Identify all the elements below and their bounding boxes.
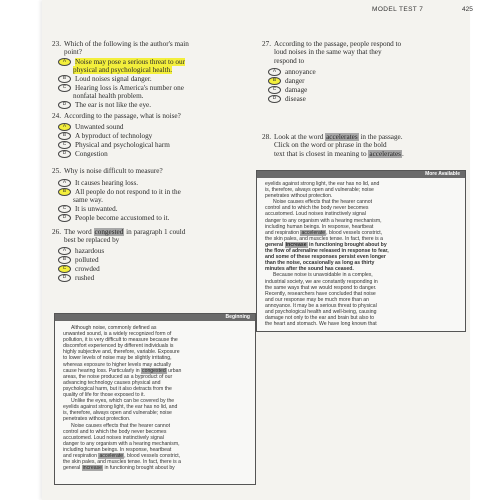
passage-line: discomfort experienced by different individuals is (63, 343, 174, 350)
passage-line: the same ways that we would respond to danger. (265, 284, 377, 291)
option-b[interactable]: B A byproduct of technology (58, 132, 152, 140)
highlighted-word[interactable]: increase (82, 465, 103, 472)
passage-line: psychological harm, but it also detracts from the (63, 385, 172, 392)
passage-status-label: More Available (425, 171, 460, 177)
passage-panel-beginning[interactable] (54, 313, 256, 485)
answer-bubble[interactable]: C (58, 141, 71, 149)
answer-bubble[interactable]: B (268, 77, 281, 85)
option-a[interactable]: A hazardous (58, 247, 104, 255)
passage-line: areas, the noise produced as a byproduct of our (63, 373, 173, 380)
passage-line: including human beings. In response, heartbeat (63, 446, 172, 453)
option-d[interactable]: D People become accustomed to it. (58, 214, 169, 222)
option-a[interactable]: A Unwanted sound (58, 123, 124, 131)
passage-line: industrial society, we are constantly responding in (265, 278, 378, 285)
passage-status-bar (257, 171, 465, 178)
answer-bubble[interactable]: D (268, 95, 281, 103)
passage-line: is, therefore, always open and vulnerable; noise (63, 410, 172, 417)
passage-text (265, 181, 459, 327)
question-stem: Why is noise difficult to measure? (64, 167, 163, 175)
question-number: 27. (262, 40, 271, 48)
passage-line: highly subjective and, therefore, variable. Exposure (63, 349, 180, 356)
answer-bubble[interactable]: D (58, 101, 71, 109)
question-number: 25. (52, 167, 61, 175)
answer-bubble[interactable]: C (58, 84, 71, 92)
passage-line: and our response may be much more than an (265, 296, 370, 303)
highlighted-word[interactable]: congested (142, 367, 166, 374)
passage-line: accustomed. Loud noises instinctively signal (63, 434, 164, 441)
question-number: 26. (52, 228, 61, 236)
passage-line: danger to any organism with a hearing mechanism, (265, 217, 382, 224)
passage-line: eyelids against strong light, the ear has no lid, and (265, 181, 380, 187)
passage-line: general increase in functioning brought about by (63, 465, 175, 472)
option-a[interactable]: A Noise may pose a serious threat to our physical and psychological health. (58, 58, 185, 75)
passage-line: control and to which the body never becomes (265, 205, 369, 212)
passage-line: to lower levels of noise may be slightly irritating, (63, 355, 172, 362)
highlighted-word: congested (94, 228, 124, 236)
option-c[interactable]: C crowded (58, 265, 100, 273)
question-stem: Which of the following is the author's main point? (64, 40, 189, 57)
highlighted-word: accelerates (369, 149, 401, 158)
passage-line: Noise causes effects that the hearer cannot (71, 422, 171, 429)
passage-line: than the noise, occasionally as long as thirty (265, 260, 375, 267)
option-d[interactable]: D The ear is not like the eye. (58, 101, 151, 109)
passage-line: control and to which the body never becomes (63, 428, 167, 435)
passage-status-bar (55, 314, 255, 321)
question-stem: According to the passage, people respond to loud noises in the same way that they respond to (274, 40, 402, 65)
passage-panel-scrolled[interactable] (256, 170, 466, 332)
passage-line: the skin pales, and muscles tense. In fact, there is a (265, 235, 384, 242)
answer-bubble[interactable]: B (58, 256, 71, 264)
passage-line: danger to any organism with a hearing mechanism, (63, 440, 180, 447)
option-d[interactable]: D disease (268, 95, 306, 103)
passage-line: and some of these responses persist even longer (265, 254, 386, 261)
option-b[interactable]: B danger (268, 77, 305, 85)
passage-line: quality of life for those exposed to it. (63, 392, 146, 399)
question-number: 24. (52, 112, 61, 120)
option-a[interactable]: A It causes hearing loss. (58, 179, 138, 187)
passage-line: damage not only to the ear and brain but also to (265, 315, 375, 322)
passage-line: Because noise is unavoidable in a complex, (273, 272, 373, 279)
passage-line: Although noise, commonly defined as (71, 325, 157, 331)
answer-bubble[interactable]: C (268, 86, 281, 94)
answer-bubble[interactable]: D (58, 150, 71, 158)
answer-bubble[interactable]: A (268, 68, 281, 76)
passage-line: Noise causes effects that the hearer cannot (273, 199, 373, 206)
passage-line: annoyance. It may be a serious threat to physical (265, 302, 377, 309)
passage-line: eyelids against strong light, the ear has no lid, and (63, 404, 178, 411)
highlighted-word[interactable]: accelerate (99, 452, 124, 459)
passage-line: penetrates without protection. (63, 416, 131, 423)
answer-bubble[interactable]: C (58, 205, 71, 213)
passage-line: is, therefore, always open and vulnerable; noise (265, 187, 374, 194)
passage-line: and psychological health and well-being, causing (265, 308, 377, 315)
answer-bubble[interactable]: D (58, 274, 71, 282)
passage-line: minutes after the sound has ceased. (265, 266, 354, 273)
answer-bubble[interactable]: A (58, 123, 71, 131)
answer-bubble[interactable]: B (58, 75, 71, 83)
passage-line: cause hearing loss. Particularly in congested urban (63, 367, 182, 374)
question-stem: Look at the word accelerates in the passage. Click on the word or phrase in the bold text that is closest in meaning to accelerates. (274, 133, 404, 158)
passage-line: including human beings. In response, heartbeat (265, 223, 374, 230)
answer-bubble[interactable]: A (58, 58, 71, 66)
passage-line: general increase in functioning brought about by (265, 241, 387, 248)
running-header: MODEL TEST 7 (372, 6, 424, 13)
passage-line: unwanted sound, is a widely recognized form of (63, 331, 172, 338)
answer-bubble[interactable]: C (58, 265, 71, 273)
option-b[interactable]: B polluted (58, 256, 99, 264)
answer-bubble[interactable]: D (58, 214, 71, 222)
page-number: 425 (462, 6, 473, 13)
passage-line: Recently, researchers have concluded that noise (265, 290, 376, 297)
passage-text (63, 325, 249, 471)
passage-line: and respiration accelerate, blood vessels constrict, (63, 452, 181, 459)
question-number: 28. (262, 133, 271, 141)
answer-bubble[interactable]: A (58, 179, 71, 187)
option-c[interactable]: C Physical and psychological harm (58, 141, 170, 149)
answer-bubble[interactable]: B (58, 188, 71, 196)
page-sheet (42, 0, 473, 500)
passage-line: whereas exposure to higher levels may actually (63, 361, 172, 368)
answer-bubble[interactable]: B (58, 132, 71, 140)
option-a[interactable]: A annoyance (268, 68, 316, 76)
passage-line: the skin pales, and muscles tense. In fact, there is a (63, 459, 182, 466)
passage-status-label: Beginning (225, 314, 250, 320)
question-number: 23. (52, 40, 61, 48)
answer-bubble[interactable]: A (58, 247, 71, 255)
highlighted-word: accelerates (326, 133, 358, 141)
option-c[interactable]: C damage (268, 86, 307, 94)
passage-line: penetrates without protection. (265, 193, 333, 200)
passage-line: the heart and stomach. We have long known that (265, 321, 377, 328)
option-c[interactable]: C Hearing loss is America's number one nonfatal health problem. (58, 84, 184, 101)
option-d[interactable]: D Congestion (58, 150, 108, 158)
highlighted-word[interactable]: increase (285, 241, 307, 248)
option-d[interactable]: D rushed (58, 274, 94, 282)
question-stem: The word congested in paragraph 1 could best be replaced by (64, 228, 186, 245)
option-b[interactable]: B All people do not respond to it in the same way. (58, 188, 181, 205)
passage-line-accelerate: and respiration accelerate, blood vessels constrict, (265, 229, 383, 236)
option-c[interactable]: C It is unwanted. (58, 205, 118, 213)
passage-line: pollution, it is very difficult to measure because the (63, 337, 178, 344)
passage-line: Unlike the eyes, which can be covered by the (71, 398, 175, 405)
option-b[interactable]: B Loud noises signal danger. (58, 75, 152, 83)
passage-line: advancing technology causes physical and (63, 379, 161, 386)
passage-line: accustomed. Loud noises instinctively signal (265, 211, 366, 218)
question-stem: According to the passage, what is noise? (64, 112, 181, 120)
highlighted-word[interactable]: accelerate (301, 229, 326, 236)
passage-line: the flow of adrenaline released in response to fear, (265, 248, 389, 255)
